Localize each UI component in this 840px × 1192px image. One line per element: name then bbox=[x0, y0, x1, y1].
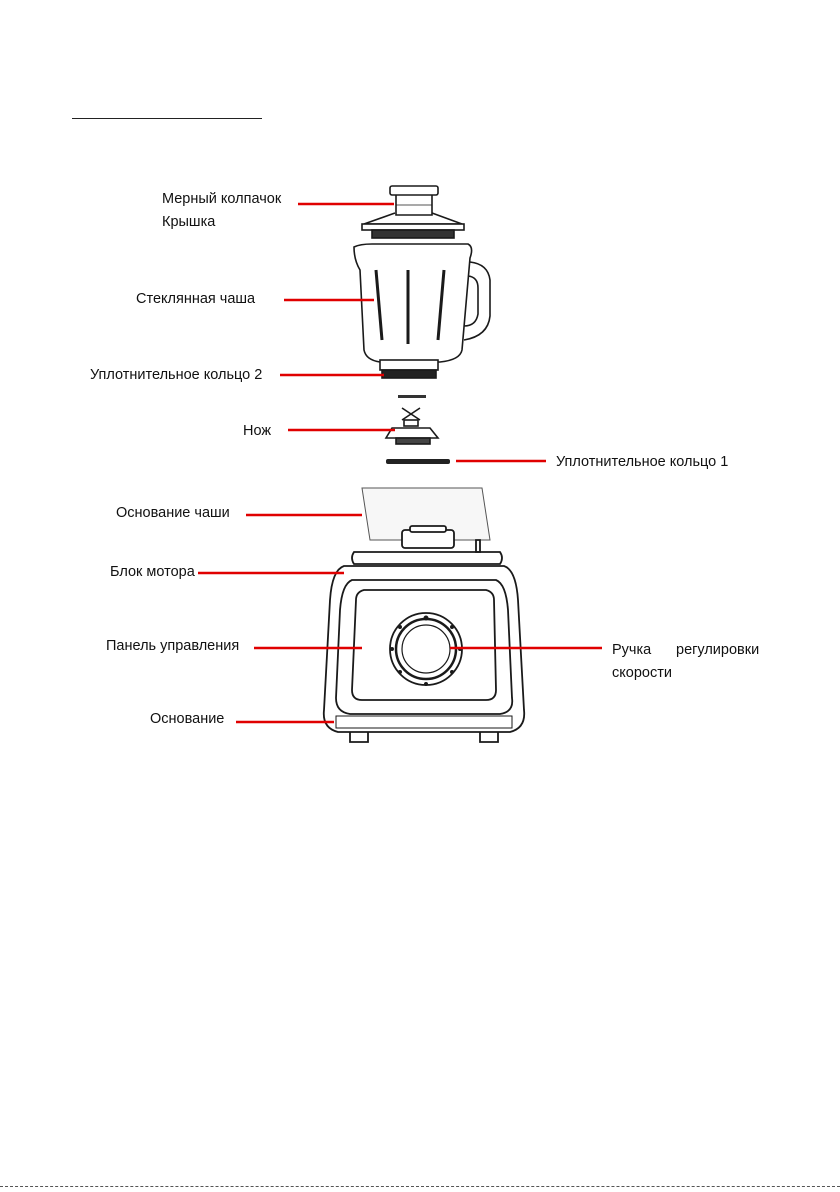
label-seal-ring-2: Уплотнительное кольцо 2 bbox=[90, 367, 263, 383]
measuring-cap-drawing bbox=[390, 186, 438, 215]
seal-ring-2-drawing bbox=[398, 395, 426, 398]
label-measuring-cap: Мерный колпачок bbox=[162, 191, 282, 207]
seal-ring-1-drawing bbox=[386, 459, 450, 464]
label-lid: Крышка bbox=[162, 214, 216, 230]
blade-drawing bbox=[386, 408, 438, 444]
lid-drawing bbox=[362, 213, 464, 238]
glass-jar-drawing bbox=[354, 244, 490, 378]
label-motor-unit: Блок мотора bbox=[110, 564, 195, 580]
label-speed-knob-word3: скорости bbox=[612, 665, 672, 681]
label-seal-ring-1: Уплотнительное кольцо 1 bbox=[556, 454, 729, 470]
label-blade: Нож bbox=[243, 423, 272, 439]
label-jar-base: Основание чаши bbox=[116, 505, 230, 521]
label-speed-knob-word2: регулировки bbox=[676, 642, 760, 658]
label-glass-jar: Стеклянная чаша bbox=[136, 291, 256, 307]
motor-unit-drawing bbox=[324, 526, 524, 742]
page-bottom-border bbox=[0, 1186, 840, 1187]
label-speed-knob-word1: Ручка bbox=[612, 642, 652, 658]
label-control-panel: Панель управления bbox=[106, 638, 240, 654]
label-base: Основание bbox=[150, 711, 225, 727]
